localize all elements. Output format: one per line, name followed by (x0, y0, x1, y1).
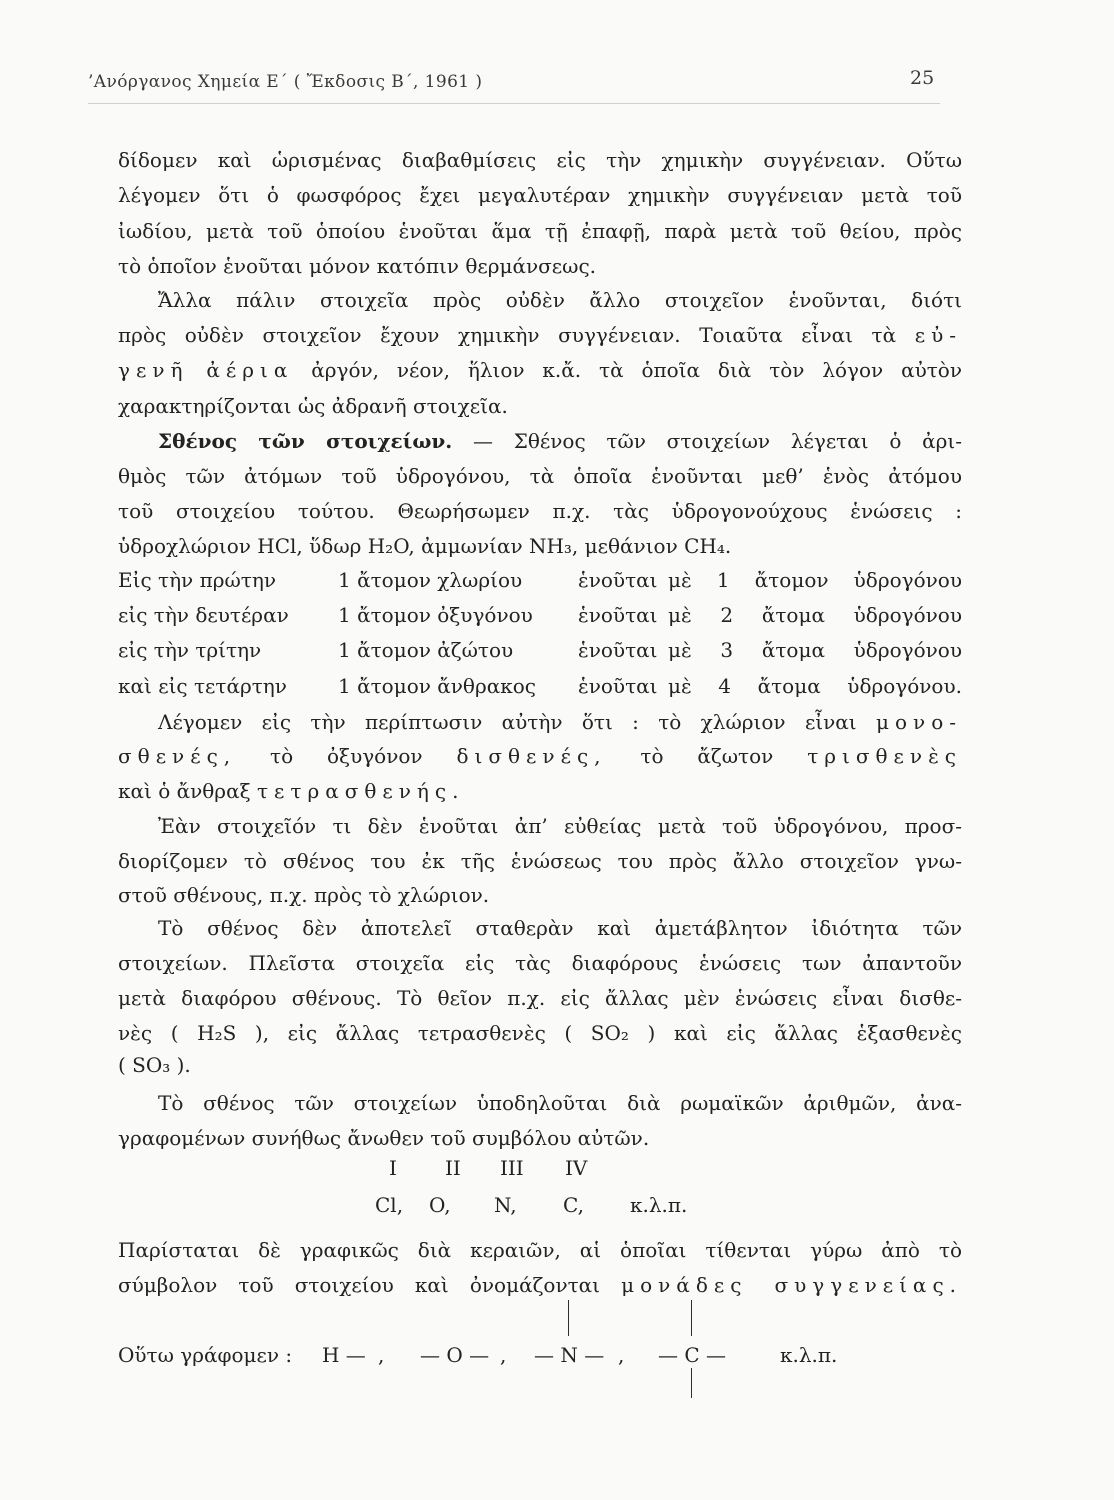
element-symbol: C, (563, 1193, 584, 1217)
spaced-text: μονάδες συγγενείας. (621, 1273, 962, 1297)
bond-line-carbon-bottom (691, 1368, 692, 1398)
spaced-text: ἀέρια (206, 358, 294, 382)
text-line: ( SO₃ ). (118, 1053, 191, 1077)
formula-lead: Οὕτω γράφομεν : (118, 1343, 293, 1367)
spaced-text: μονο- (876, 710, 962, 734)
spaced-text: γενῆ (118, 358, 189, 382)
element-symbol: O, (429, 1193, 451, 1217)
reaction-cell: καὶ εἰς τετάρτην (118, 674, 287, 698)
etc-abbreviation: κ.λ.π. (630, 1193, 688, 1217)
text-line (118, 774, 962, 808)
text-line: θμὸς τῶν ἀτόμων τοῦ ὑδρογόνου, τὰ ὁποῖα ἑνοῦνται μεθ’ ἑνὸς ἀτόμου (118, 464, 962, 488)
reaction-cell: 1 ἄτομον ἄνθρακος (338, 674, 536, 698)
spaced-text: σθενές, (118, 744, 237, 768)
element-symbol: Cl, (375, 1193, 404, 1217)
text-segment: πρὸς οὐδὲν στοιχεῖον ἔχουν χημικὴν συγγένειαν. Τοιαῦτα εἶναι τὰ (118, 323, 915, 347)
reaction-cell: εἰς τὴν δευτέραν (118, 603, 289, 627)
reaction-cell: μὲ 4 ἄτομα ὑδρογόνου. (668, 674, 962, 698)
reaction-cell: 1 ἄτομον ὀξυγόνου (338, 603, 533, 627)
bond-group-hydrogen: H — (322, 1343, 366, 1367)
reaction-row (118, 633, 962, 667)
text-line: δίδομεν καὶ ὡρισμένας διαβαθμίσεις εἰς τὴν χημικὴν συγγένειαν. Οὕτω (118, 148, 962, 172)
spaced-text: τετρασθενής. (256, 779, 465, 803)
formula-comma: , (618, 1343, 625, 1367)
reaction-row (118, 669, 962, 703)
text-segment: τὸ ἄζωτον (606, 744, 808, 768)
text-line: στοιχείων. Πλεῖστα στοιχεῖα εἰς τὰς διαφόρους ἑνώσεις των ἀπαντοῦν (118, 951, 962, 975)
text-line: τὸ ὁποῖον ἑνοῦται μόνον κατόπιν θερμάνσεως. (118, 254, 597, 278)
reaction-row (118, 598, 962, 632)
reaction-cell: μὲ 2 ἄτομα ὑδρογόνου (668, 603, 962, 627)
text-segment: σύμβολον τοῦ στοιχείου καὶ ὀνομάζονται (118, 1273, 622, 1297)
bond-group-nitrogen: — N — (534, 1343, 605, 1367)
bond-group-carbon: — C — (658, 1343, 727, 1367)
section-heading: Σθένος τῶν στοιχείων. (158, 429, 453, 453)
reaction-cell: μὲ 1 ἄτομον ὑδρογόνου (668, 568, 962, 592)
reaction-cell: Εἰς τὴν πρώτην (118, 568, 276, 592)
text-line: Τὸ σθένος δὲν ἀποτελεῖ σταθερὰν καὶ ἀμετάβλητον ἰδιότητα τῶν (158, 916, 962, 940)
text-line: γραφομένων συνήθως ἄνωθεν τοῦ συμβόλου αὐτῶν. (118, 1126, 650, 1150)
valence-numeral: I (389, 1156, 397, 1180)
reaction-row (118, 563, 962, 597)
page-number: 25 (910, 67, 935, 89)
text-line: στοῦ σθένους, π.χ. πρὸς τὸ χλώριον. (118, 883, 490, 907)
text-line: Παρίσταται δὲ γραφικῶς διὰ κεραιῶν, αἱ ὁποῖαι τίθενται γύρω ἀπὸ τὸ (118, 1238, 962, 1262)
reaction-cell: εἰς τὴν τρίτην (118, 638, 262, 662)
bond-line-nitrogen-top (568, 1300, 569, 1336)
header-rule (88, 103, 940, 104)
formula-comma: , (500, 1343, 507, 1367)
reaction-cell: μὲ 3 ἄτομα ὑδρογόνου (668, 638, 962, 662)
text-line: νὲς ( H₂S ), εἰς ἄλλας τετρασθενὲς ( SO₂ ) καὶ εἰς ἄλλας ἑξασθενὲς (118, 1021, 962, 1045)
text-line (118, 1268, 962, 1302)
formula-comma: , (378, 1343, 385, 1367)
text-line (118, 353, 962, 387)
text-line (118, 739, 962, 773)
spaced-text: τρισθενὲς (807, 744, 962, 768)
text-line (118, 318, 962, 352)
text-line: μετὰ διαφόρου σθένους. Τὸ θεῖον π.χ. εἰς ἄλλας μὲν ἑνώσεις εἶναι δισθε- (118, 986, 962, 1010)
spaced-text: δισθενές, (456, 744, 607, 768)
element-symbol: N, (494, 1193, 517, 1217)
text-line: χαρακτηρίζονται ὡς ἀδρανῆ στοιχεῖα. (118, 394, 508, 418)
text-line (118, 424, 962, 458)
text-line: Τὸ σθένος τῶν στοιχείων ὑποδηλοῦται διὰ ρωμαϊκῶν ἀριθμῶν, ἀνα- (158, 1091, 962, 1115)
text-segment: — Σθένος τῶν στοιχείων λέγεται ὁ ἀρι- (452, 429, 962, 453)
text-line: λέγομεν ὅτι ὁ φωσφόρος ἔχει μεγαλυτέραν χημικὴν συγγένειαν μετὰ τοῦ (118, 183, 962, 207)
text-line: Ἄλλα πάλιν στοιχεῖα πρὸς οὐδὲν ἄλλο στοιχεῖον ἑνοῦνται, διότι (158, 288, 962, 312)
etc-abbreviation: κ.λ.π. (780, 1343, 838, 1367)
reaction-cell: ἑνοῦται (578, 568, 658, 592)
text-segment: καὶ ὁ ἄνθραξ (118, 779, 257, 803)
text-line: ὑδροχλώριον HCl, ὕδωρ H₂O, ἀμμωνίαν NH₃, μεθάνιον CH₄. (118, 534, 732, 558)
text-line (118, 705, 962, 739)
spaced-text: εὐ- (914, 323, 962, 347)
text-line: τοῦ στοιχείου τούτου. Θεωρήσωμεν π.χ. τὰς ὑδρογονούχους ἑνώσεις : (118, 499, 962, 523)
reaction-cell: ἑνοῦται (578, 638, 658, 662)
text-segment: ἀργόν, νέον, ἥλιον κ.ἄ. τὰ ὁποῖα διὰ τὸν λόγον αὐτὸν (293, 358, 963, 382)
valence-numeral: II (445, 1156, 461, 1180)
reaction-cell: ἑνοῦται (578, 603, 658, 627)
text-segment: τὸ ὀξυγόνον (236, 744, 457, 768)
reaction-cell: 1 ἄτομον ἀζώτου (338, 638, 514, 662)
reaction-cell: ἑνοῦται (578, 674, 658, 698)
text-line: ἰωδίου, μετὰ τοῦ ὁποίου ἑνοῦται ἅμα τῇ ἐπαφῇ, παρὰ μετὰ τοῦ θείου, πρὸς (118, 219, 962, 243)
reaction-cell: 1 ἄτομον χλωρίου (338, 568, 523, 592)
valence-numeral: III (500, 1156, 524, 1180)
text-line: διορίζομεν τὸ σθένος του ἐκ τῆς ἑνώσεως του πρὸς ἄλλο στοιχεῖον γνω- (118, 849, 962, 873)
text-line: Ἐὰν στοιχεῖόν τι δὲν ἑνοῦται ἀπ’ εὐθείας μετὰ τοῦ ὑδρογόνου, προσ- (158, 814, 962, 838)
text-segment: Λέγομεν εἰς τὴν περίπτωσιν αὐτὴν ὅτι : τὸ χλώριον εἶναι (158, 710, 876, 734)
running-header-title: ’Ανόργανος Χημεία Ε΄ ( Ἔκδοσις Β΄, 1961 ) (88, 72, 483, 92)
bond-group-oxygen: — O — (420, 1343, 490, 1367)
valence-numeral: IV (565, 1156, 588, 1180)
bond-line-carbon-top (691, 1300, 692, 1336)
